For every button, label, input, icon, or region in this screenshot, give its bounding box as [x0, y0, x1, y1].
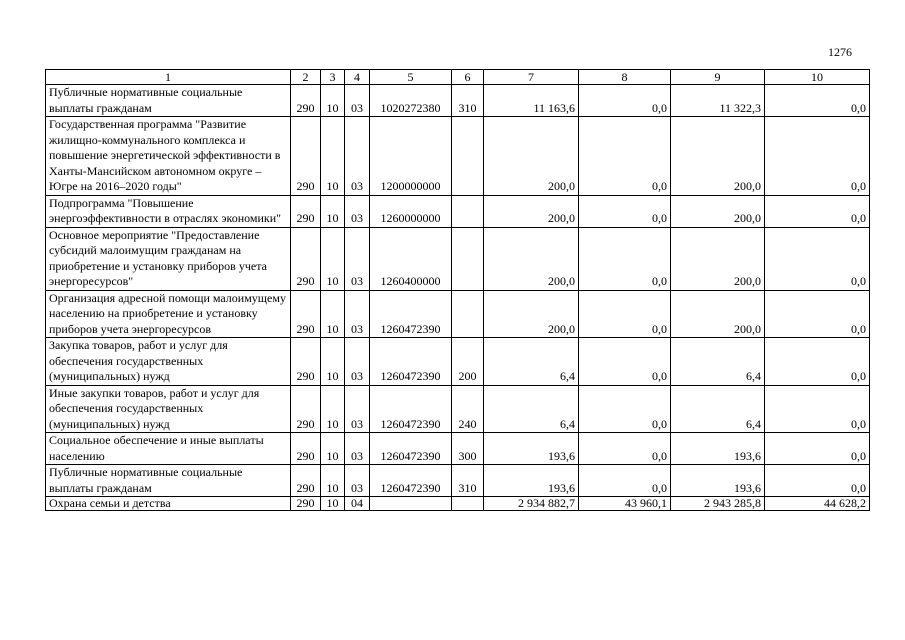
table-row: [46, 195, 870, 227]
table-row: [46, 338, 870, 386]
amount-cell: 200,0: [484, 117, 579, 196]
section-code-cell: 10: [321, 85, 345, 117]
table-row: [46, 385, 870, 433]
ministry-code-cell: 290: [291, 290, 321, 338]
column-header: 6: [452, 70, 484, 85]
expense-type-cell: [452, 195, 484, 227]
section-code-cell: 10: [321, 117, 345, 196]
row-name-cell: Социальное обеспечение и иные выплаты населению: [46, 433, 291, 465]
amount-cell: 0,0: [579, 433, 671, 465]
expense-type-cell: [452, 290, 484, 338]
amount-cell: 6,4: [484, 385, 579, 433]
target-article-cell: 1260400000: [370, 227, 452, 290]
row-name-cell: Охрана семьи и детства: [46, 497, 291, 511]
table-row: [46, 290, 870, 338]
subsection-code-cell: 03: [345, 117, 370, 196]
amount-cell: 0,0: [765, 465, 870, 497]
amount-cell: 11 322,3: [671, 85, 765, 117]
subsection-code-cell: 03: [345, 290, 370, 338]
amount-cell: 6,4: [484, 338, 579, 386]
expense-type-cell: [452, 117, 484, 196]
amount-cell: 0,0: [579, 465, 671, 497]
section-code-cell: 10: [321, 195, 345, 227]
target-article-cell: 1020272380: [370, 85, 452, 117]
amount-cell: 0,0: [765, 338, 870, 386]
amount-cell: 200,0: [484, 195, 579, 227]
subsection-code-cell: 03: [345, 338, 370, 386]
amount-cell: 0,0: [765, 195, 870, 227]
amount-cell: 0,0: [579, 385, 671, 433]
amount-cell: 193,6: [484, 465, 579, 497]
amount-cell: 193,6: [671, 433, 765, 465]
ministry-code-cell: 290: [291, 227, 321, 290]
row-name-cell: Государственная программа "Развитие жилищно-коммунального комплекса и повышение энергетической эффективности в Ханты-Мансийском автономном округе – Югре на 2016–2020 годы": [46, 117, 291, 196]
budget-table: [45, 69, 870, 511]
ministry-code-cell: 290: [291, 433, 321, 465]
subsection-code-cell: 03: [345, 85, 370, 117]
target-article-cell: 1260472390: [370, 290, 452, 338]
expense-type-cell: 240: [452, 385, 484, 433]
section-code-cell: 10: [321, 385, 345, 433]
amount-cell: 6,4: [671, 338, 765, 386]
ministry-code-cell: 290: [291, 195, 321, 227]
column-header: 1: [46, 70, 291, 85]
amount-cell: 0,0: [765, 433, 870, 465]
ministry-code-cell: 290: [291, 497, 321, 511]
row-name-cell: Основное мероприятие "Предоставление субсидий малоимущим гражданам на приобретение и установку приборов учета энергоресурсов": [46, 227, 291, 290]
column-header: 2: [291, 70, 321, 85]
section-code-cell: 10: [321, 290, 345, 338]
target-article-cell: 1260472390: [370, 385, 452, 433]
subsection-code-cell: 03: [345, 465, 370, 497]
page-number: 1276: [828, 45, 852, 59]
amount-cell: 2 943 285,8: [671, 497, 765, 511]
subsection-code-cell: 03: [345, 385, 370, 433]
expense-type-cell: [452, 497, 484, 511]
amount-cell: 0,0: [579, 117, 671, 196]
amount-cell: 11 163,6: [484, 85, 579, 117]
row-name-cell: Закупка товаров, работ и услуг для обеспечения государственных (муниципальных) нужд: [46, 338, 291, 386]
expense-type-cell: [452, 227, 484, 290]
subsection-code-cell: 03: [345, 195, 370, 227]
section-code-cell: 10: [321, 227, 345, 290]
amount-cell: 0,0: [765, 85, 870, 117]
target-article-cell: 1260472390: [370, 338, 452, 386]
target-article-cell: 1260472390: [370, 433, 452, 465]
row-name-cell: Организация адресной помощи малоимущему населению на приобретение и установку приборов учета энергоресурсов: [46, 290, 291, 338]
amount-cell: 0,0: [579, 290, 671, 338]
amount-cell: 0,0: [765, 117, 870, 196]
section-code-cell: 10: [321, 338, 345, 386]
subsection-code-cell: 04: [345, 497, 370, 511]
expense-type-cell: 310: [452, 465, 484, 497]
amount-cell: 0,0: [765, 227, 870, 290]
column-header: 5: [370, 70, 452, 85]
amount-cell: 200,0: [671, 290, 765, 338]
amount-cell: 200,0: [671, 227, 765, 290]
table-row: [46, 465, 870, 497]
column-header: 10: [765, 70, 870, 85]
ministry-code-cell: 290: [291, 338, 321, 386]
column-header: 4: [345, 70, 370, 85]
amount-cell: 0,0: [765, 385, 870, 433]
ministry-code-cell: 290: [291, 85, 321, 117]
row-name-cell: Подпрограмма "Повышение энергоэффективности в отраслях экономики": [46, 195, 291, 227]
table-row: [46, 497, 870, 511]
amount-cell: 0,0: [579, 85, 671, 117]
amount-cell: 200,0: [484, 227, 579, 290]
section-code-cell: 10: [321, 465, 345, 497]
ministry-code-cell: 290: [291, 117, 321, 196]
amount-cell: 2 934 882,7: [484, 497, 579, 511]
subsection-code-cell: 03: [345, 227, 370, 290]
column-header: 7: [484, 70, 579, 85]
table-row: [46, 117, 870, 196]
amount-cell: 44 628,2: [765, 497, 870, 511]
amount-cell: 0,0: [765, 290, 870, 338]
column-header: 3: [321, 70, 345, 85]
column-header: 9: [671, 70, 765, 85]
amount-cell: 193,6: [671, 465, 765, 497]
expense-type-cell: 300: [452, 433, 484, 465]
amount-cell: 193,6: [484, 433, 579, 465]
amount-cell: 200,0: [671, 117, 765, 196]
table-header-row: [46, 70, 870, 85]
table-row: [46, 85, 870, 117]
amount-cell: 200,0: [671, 195, 765, 227]
table-row: [46, 227, 870, 290]
subsection-code-cell: 03: [345, 433, 370, 465]
target-article-cell: 1260472390: [370, 465, 452, 497]
amount-cell: 43 960,1: [579, 497, 671, 511]
expense-type-cell: 310: [452, 85, 484, 117]
table-row: [46, 433, 870, 465]
amount-cell: 0,0: [579, 338, 671, 386]
column-header: 8: [579, 70, 671, 85]
amount-cell: 0,0: [579, 227, 671, 290]
amount-cell: 0,0: [579, 195, 671, 227]
target-article-cell: 1260000000: [370, 195, 452, 227]
target-article-cell: [370, 497, 452, 511]
row-name-cell: Иные закупки товаров, работ и услуг для обеспечения государственных (муниципальных) нужд: [46, 385, 291, 433]
row-name-cell: Публичные нормативные социальные выплаты гражданам: [46, 85, 291, 117]
amount-cell: 200,0: [484, 290, 579, 338]
row-name-cell: Публичные нормативные социальные выплаты гражданам: [46, 465, 291, 497]
ministry-code-cell: 290: [291, 465, 321, 497]
expense-type-cell: 200: [452, 338, 484, 386]
amount-cell: 6,4: [671, 385, 765, 433]
section-code-cell: 10: [321, 497, 345, 511]
section-code-cell: 10: [321, 433, 345, 465]
target-article-cell: 1200000000: [370, 117, 452, 196]
ministry-code-cell: 290: [291, 385, 321, 433]
